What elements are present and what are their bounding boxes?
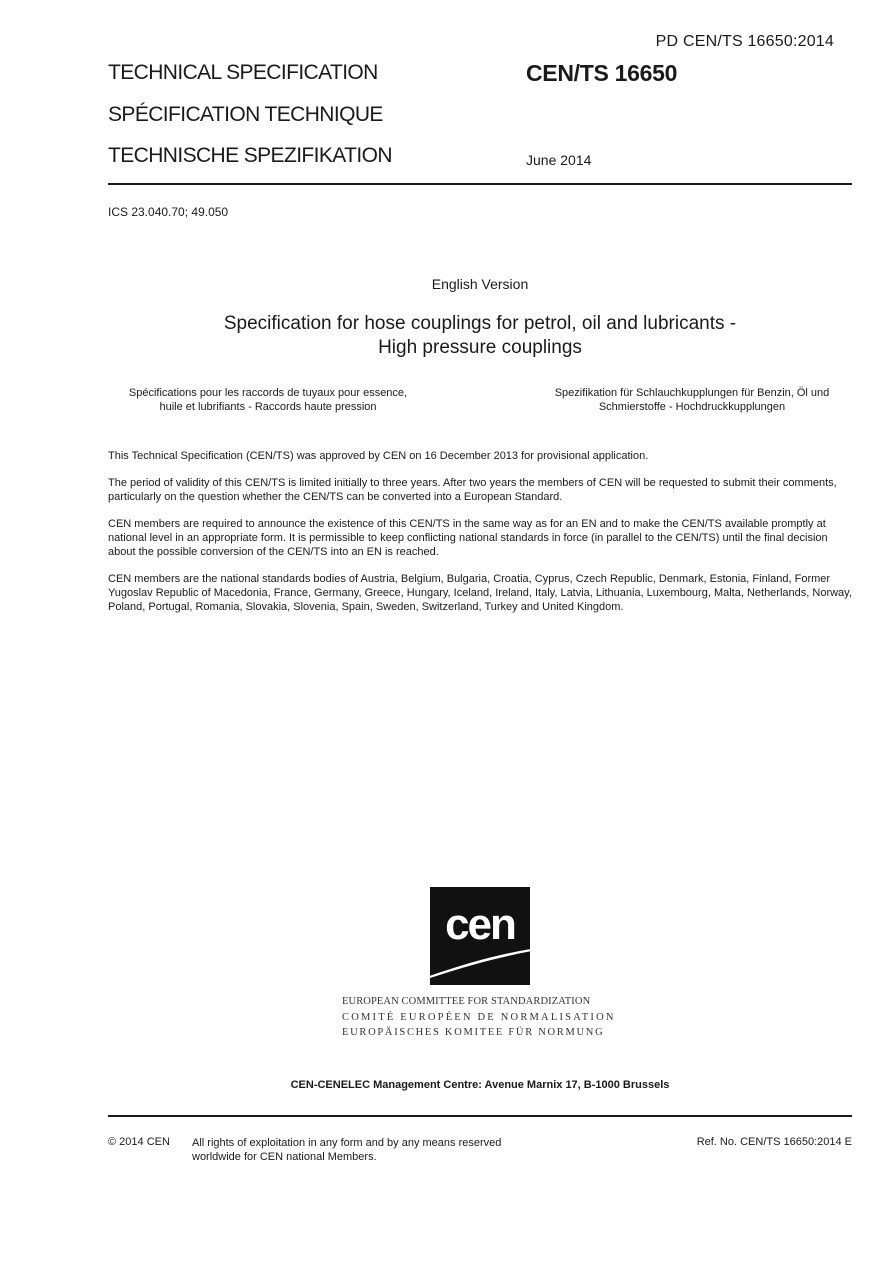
rights-line-2: worldwide for CEN national Members. [192,1151,377,1163]
paragraph-obligations: CEN members are required to announce the existence of this CEN/TS in the same way as for an EN and to make the CEN/TS available promptly at national level in an appropriate form. It is permissible to keep conflicting national standards in force (in parallel to the CEN/TS) until the final decision about the possible conversion of the CEN/TS into an EN is reached. [108,518,828,558]
publication-date: June 2014 [526,152,592,168]
reference-number: Ref. No. CEN/TS 16650:2014 E [696,1136,852,1148]
copyright: © 2014 CEN [108,1136,170,1148]
org-name-german: EUROPÄISCHES KOMITEE FÜR NORMUNG [342,1027,605,1038]
german-title [532,386,852,414]
french-title-line-1: Spécifications pour les raccords de tuyaux pour essence, [128,387,408,399]
german-title-line-2: Schmierstoffe - Hochdruckkupplungen [598,401,786,413]
french-title [108,386,428,414]
org-name-english: EUROPEAN COMMITTEE FOR STANDARDIZATION [342,996,591,1007]
footer-divider [108,1115,852,1117]
document-reference: PD CEN/TS 16650:2014 [655,33,834,50]
rights-notice [192,1136,572,1164]
language-version: English Version [431,276,529,292]
cen-logo-graphic [430,887,530,985]
cen-logo-text: cen [445,900,515,949]
management-centre: CEN-CENELEC Management Centre: Avenue Marnix 17, B-1000 Brussels [290,1079,670,1091]
german-title-line-1: Spezifikation für Schlauchkupplungen für Benzin, Öl und [554,387,830,399]
paragraph-validity: The period of validity of this CEN/TS is limited initially to three years. After two years the members of CEN will be requested to submit their comments, particularly on the question whether the CEN/TS can be converted into a European Standard. [108,477,837,503]
ics-code: ICS 23.040.70; 49.050 [108,205,229,219]
french-title-line-2: huile et lubrifiants - Raccords haute pression [159,401,377,413]
body-text [108,449,852,627]
paragraph-members: CEN members are the national standards bodies of Austria, Belgium, Bulgaria, Croatia, Cyprus, Czech Republic, Denmark, Estonia, Finland, Former Yugoslav Republic of Macedonia, France, Germany, Greece, Hungary, Iceland, Ireland, Italy, Latvia, Lithuania, Luxembourg, Malta, Netherlands, Norway, Poland, Portugal, Romania, Slovakia, Slovenia, Spain, Sweden, Switzerland, Turkey and United Kingdom. [108,573,852,613]
org-name-french: COMITÉ EUROPÉEN DE NORMALISATION [342,1012,616,1023]
main-title [108,312,852,360]
header-divider [108,183,852,185]
standard-number: CEN/TS 16650 [526,60,678,86]
main-title-line-2: High pressure couplings [378,337,582,358]
paragraph-approval: This Technical Specification (CEN/TS) was approved by CEN on 16 December 2013 for provisional application. [108,450,649,462]
title-english: TECHNICAL SPECIFICATION [108,61,378,84]
main-title-line-1: Specification for hose couplings for petrol, oil and lubricants - [223,313,737,334]
title-german: TECHNISCHE SPEZIFIKATION [108,144,392,167]
title-french: SPÉCIFICATION TECHNIQUE [108,103,383,126]
rights-line-1: All rights of exploitation in any form and by any means reserved [192,1137,502,1149]
cen-logo-icon [430,887,530,985]
